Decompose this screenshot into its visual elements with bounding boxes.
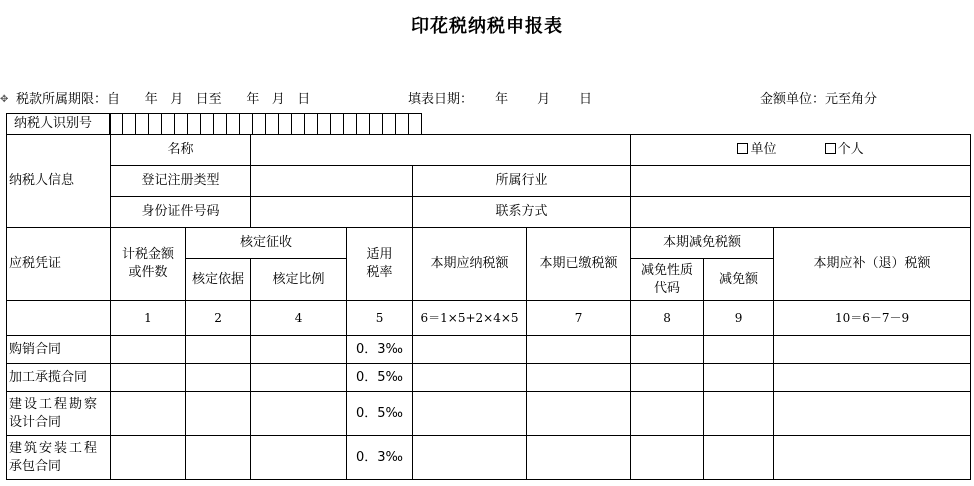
column-number: 8 [631, 301, 704, 336]
relief-amount-cell[interactable] [704, 364, 774, 392]
tin-digit-box[interactable] [370, 113, 383, 134]
assessed-basis-cell[interactable] [186, 436, 251, 480]
name-field[interactable] [251, 135, 631, 166]
voucher-name-line1: 建设工程勘察 [9, 396, 100, 412]
tin-digit-box[interactable] [305, 113, 318, 134]
assessed-ratio-cell[interactable] [251, 436, 347, 480]
column-number: 1 [111, 301, 186, 336]
tin-digit-box[interactable] [279, 113, 292, 134]
rate-cell: 0．3‰ [347, 436, 413, 480]
rate-cell: 0．5‰ [347, 392, 413, 436]
amount-cell[interactable] [111, 364, 186, 392]
tin-digit-box[interactable] [123, 113, 136, 134]
industry-label: 所属行业 [413, 166, 631, 197]
tin-digit-box[interactable] [240, 113, 253, 134]
assessed-basis-cell[interactable] [186, 392, 251, 436]
individual-option[interactable] [825, 141, 864, 159]
relief-code-line1: 减免性质 [641, 262, 694, 278]
tax-period-value: 自 年 月 日至 年 月 日 [107, 92, 311, 107]
voucher-header: 应税凭证 [7, 228, 111, 301]
fill-date-value: 年 月 日 [495, 92, 593, 107]
relief-header: 本期减免税额 [631, 228, 774, 259]
refund-cell[interactable] [774, 392, 971, 436]
assessed-basis-cell[interactable] [186, 336, 251, 364]
relief-amount-cell[interactable] [704, 392, 774, 436]
voucher-name-line1: 建筑安装工程 [9, 440, 100, 456]
relief-code-line2: 代码 [654, 280, 681, 296]
individual-checkbox[interactable] [825, 143, 836, 154]
tin-digit-box[interactable] [318, 113, 331, 134]
tin-digit-box[interactable] [188, 113, 201, 134]
payable-cell[interactable] [413, 336, 527, 364]
id-number-field[interactable] [251, 197, 413, 228]
relief-amount-cell[interactable] [704, 436, 774, 480]
tin-digit-box[interactable] [110, 113, 123, 134]
voucher-name-line1: 加工承揽合同 [9, 369, 88, 385]
fill-date [408, 88, 592, 107]
relief-amount-cell[interactable] [704, 336, 774, 364]
paid-cell[interactable] [527, 392, 631, 436]
rate-header-line1: 适用 [366, 247, 393, 262]
name-label: 名称 [111, 135, 251, 166]
taxpayer-type-options [631, 135, 971, 166]
id-row [7, 197, 971, 228]
id-type-label: 身份证件号码 [111, 197, 251, 228]
tin-digit-box[interactable] [344, 113, 357, 134]
refund-cell[interactable] [774, 336, 971, 364]
tin-digit-box[interactable] [175, 113, 188, 134]
payable-cell[interactable] [413, 436, 527, 480]
voucher-name [7, 364, 111, 392]
column-number: 2 [186, 301, 251, 336]
rate-cell: 0．5‰ [347, 364, 413, 392]
tin-digit-box[interactable] [162, 113, 175, 134]
tin-digit-box[interactable] [201, 113, 214, 134]
rate-header [347, 228, 413, 301]
column-number: 4 [251, 301, 347, 336]
assessed-ratio-header: 核定比例 [251, 259, 347, 301]
tax-period-label: 税款所属期限： [16, 92, 108, 107]
table-row [7, 436, 971, 480]
tin-digit-box[interactable] [136, 113, 149, 134]
relief-amount-header: 减免额 [704, 259, 774, 301]
header-row-1 [7, 228, 971, 259]
table-row [7, 336, 971, 364]
reg-type-field[interactable] [251, 166, 413, 197]
unit-option[interactable] [737, 141, 776, 159]
refund-header: 本期应补（退）税额 [774, 228, 971, 301]
tin-digit-box[interactable] [331, 113, 344, 134]
reg-type-label: 登记注册类型 [111, 166, 251, 197]
voucher-name-line1: 购销合同 [9, 341, 62, 357]
rate-cell: 0．3‰ [347, 336, 413, 364]
tin-digit-box[interactable] [409, 113, 422, 134]
assessed-header: 核定征收 [186, 228, 347, 259]
assessed-ratio-cell[interactable] [251, 336, 347, 364]
column-number: 7 [527, 301, 631, 336]
amount-cell[interactable] [111, 392, 186, 436]
tin-digit-box[interactable] [149, 113, 162, 134]
paid-header: 本期已缴税额 [527, 228, 631, 301]
amount-header-line2: 或件数 [128, 265, 168, 280]
individual-option-label: 个人 [837, 142, 864, 157]
amount-cell[interactable] [111, 436, 186, 480]
tin-digit-box[interactable] [383, 113, 396, 134]
assessed-ratio-cell[interactable] [251, 392, 347, 436]
contact-label: 联系方式 [413, 197, 631, 228]
amount-header-line1: 计税金额 [121, 247, 174, 262]
column-number-blank [7, 301, 111, 336]
unit-option-label: 单位 [750, 142, 777, 157]
tin-digit-box[interactable] [266, 113, 279, 134]
voucher-name [7, 436, 111, 480]
relief-code-cell[interactable] [631, 364, 704, 392]
table-move-handle-icon[interactable]: ✥ [0, 94, 9, 105]
tin-label: 纳税人识别号 [6, 113, 110, 134]
tin-boxes [110, 113, 422, 134]
tin-digit-box[interactable] [227, 113, 240, 134]
fill-date-label: 填表日期： [408, 92, 474, 107]
voucher-name-line2: 设计合同 [9, 414, 62, 430]
relief-code-cell[interactable] [631, 436, 704, 480]
table-row [7, 392, 971, 436]
taxpayer-name-row [7, 135, 971, 166]
relief-code-cell[interactable] [631, 336, 704, 364]
assessed-basis-header: 核定依据 [186, 259, 251, 301]
reg-type-row [7, 166, 971, 197]
column-number: 9 [704, 301, 774, 336]
assessed-basis-cell[interactable] [186, 364, 251, 392]
tin-digit-box[interactable] [396, 113, 409, 134]
paid-cell[interactable] [527, 436, 631, 480]
paid-cell[interactable] [527, 364, 631, 392]
column-number: 5 [347, 301, 413, 336]
voucher-name [7, 336, 111, 364]
payable-header: 本期应纳税额 [413, 228, 527, 301]
amount-cell[interactable] [111, 336, 186, 364]
rate-header-line2: 税率 [366, 265, 393, 280]
refund-cell[interactable] [774, 436, 971, 480]
voucher-name-line2: 承包合同 [9, 458, 62, 474]
unit-checkbox[interactable] [737, 143, 748, 154]
relief-code-header [631, 259, 704, 301]
payable-cell[interactable] [413, 392, 527, 436]
refund-cell[interactable] [774, 364, 971, 392]
column-number: 6＝1×5+2×4×5 [413, 301, 527, 336]
tin-digit-box[interactable] [214, 113, 227, 134]
table-row [7, 364, 971, 392]
column-number: 10＝6－7－9 [774, 301, 971, 336]
paid-cell[interactable] [527, 336, 631, 364]
assessed-ratio-cell[interactable] [251, 364, 347, 392]
voucher-name [7, 392, 111, 436]
tin-digit-box[interactable] [292, 113, 305, 134]
column-number-row [7, 301, 971, 336]
declaration-table [6, 134, 971, 480]
payable-cell[interactable] [413, 364, 527, 392]
industry-field[interactable] [631, 166, 971, 197]
amount-unit: 金额单位：元至角分 [760, 92, 878, 107]
relief-code-cell[interactable] [631, 392, 704, 436]
tin-digit-box[interactable] [357, 113, 370, 134]
tax-period [16, 88, 310, 107]
amount-header [111, 228, 186, 301]
taxpayer-info-label: 纳税人信息 [7, 135, 111, 228]
tin-digit-box[interactable] [253, 113, 266, 134]
contact-field[interactable] [631, 197, 971, 228]
form-title: 印花税纳税申报表 [411, 16, 563, 37]
